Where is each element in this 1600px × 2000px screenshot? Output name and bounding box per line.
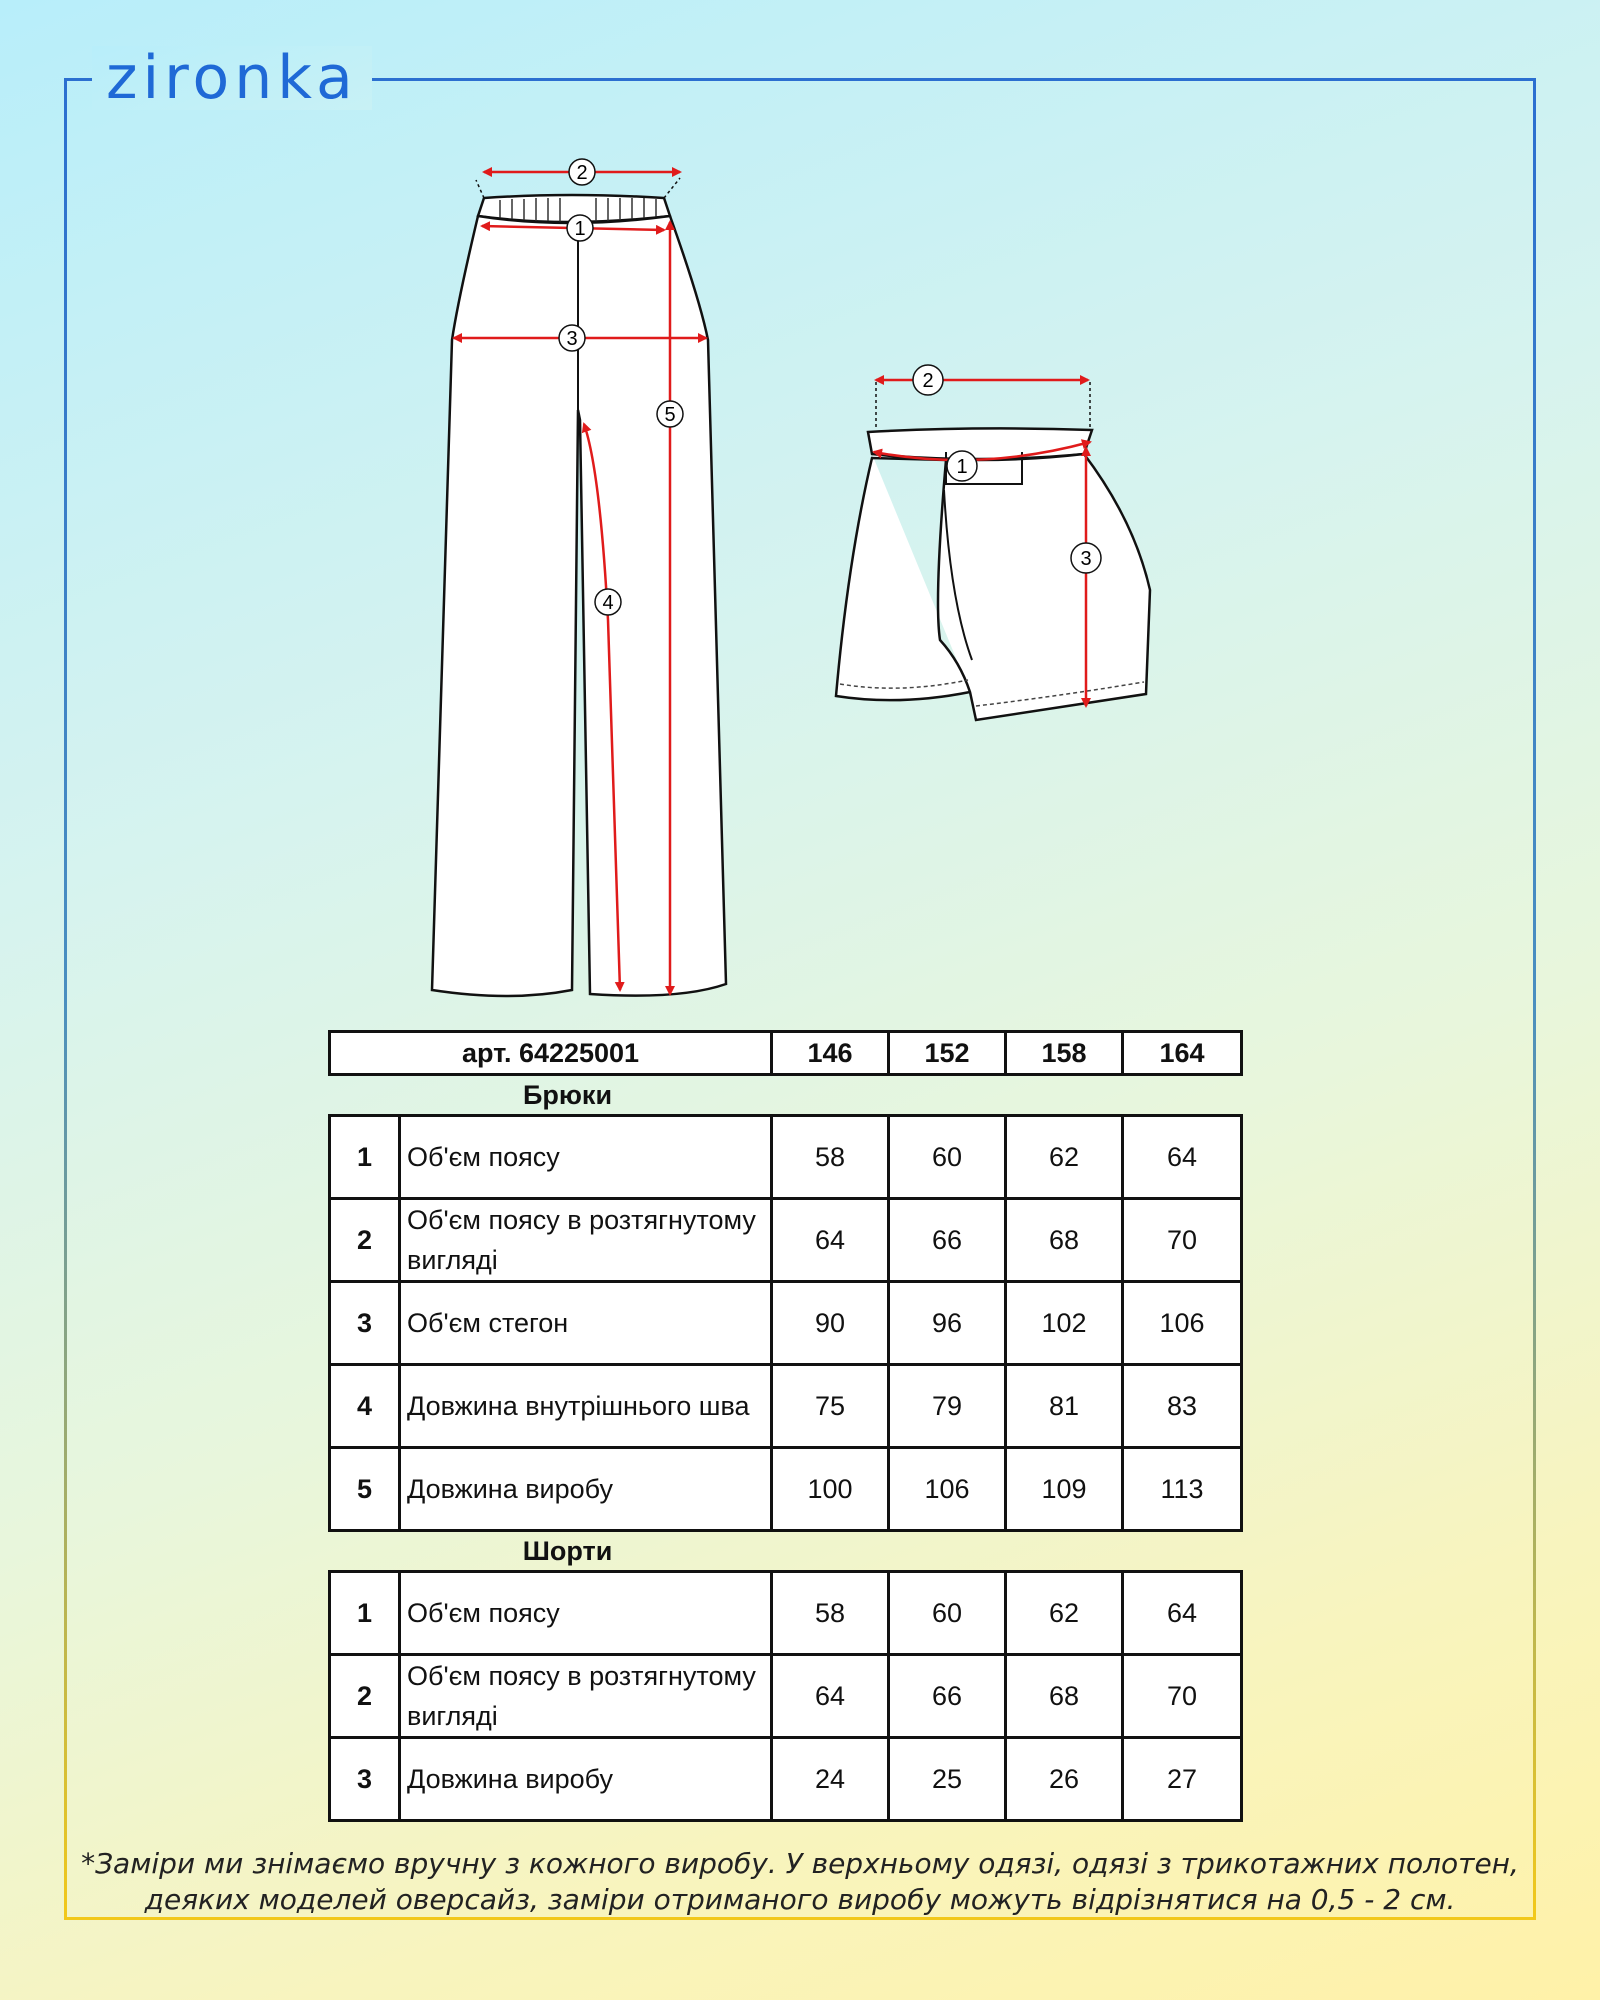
size-table	[328, 1030, 1243, 1822]
row-number: 3	[330, 1738, 400, 1821]
footnote-line-1: *Заміри ми знімаємо вручну з кожного виробу. У верхньому одязі, одязі з трикотажних полотен,	[81, 1847, 1519, 1880]
footnote	[80, 1846, 1520, 1918]
table-row	[330, 1448, 1242, 1531]
row-label: Об'єм поясу	[400, 1116, 772, 1199]
table-cell: 102	[1006, 1282, 1123, 1365]
row-label: Об'єм поясу в розтягнутому вигляді	[400, 1655, 772, 1738]
section-title-row	[330, 1531, 1242, 1572]
table-cell: 113	[1123, 1448, 1242, 1531]
table-cell: 58	[772, 1116, 889, 1199]
shorts-marker-3	[1071, 543, 1101, 573]
row-label: Довжина виробу	[400, 1448, 772, 1531]
table-cell: 27	[1123, 1738, 1242, 1821]
pants-marker-2	[569, 159, 595, 185]
table-cell: 60	[889, 1572, 1006, 1655]
table-cell: 62	[1006, 1116, 1123, 1199]
table-cell: 100	[772, 1448, 889, 1531]
table-cell: 60	[889, 1116, 1006, 1199]
table-cell: 66	[889, 1199, 1006, 1282]
footnote-line-2: деяких моделей оверсайз, заміри отриманого виробу можуть відрізнятися на 0,5 - 2 см.	[144, 1883, 1456, 1916]
table-row	[330, 1738, 1242, 1821]
svg-text:2: 2	[576, 162, 588, 184]
table-cell: 64	[1123, 1116, 1242, 1199]
pants-sketch	[432, 178, 726, 996]
table-row	[330, 1365, 1242, 1448]
svg-text:3: 3	[566, 328, 578, 350]
size-header: 146	[772, 1032, 889, 1075]
brand-logo: zironka	[92, 46, 372, 110]
svg-text:4: 4	[602, 592, 614, 614]
table-cell: 70	[1123, 1655, 1242, 1738]
row-number: 2	[330, 1199, 400, 1282]
table-cell: 25	[889, 1738, 1006, 1821]
pants-marker-3	[559, 325, 585, 351]
row-number: 1	[330, 1116, 400, 1199]
size-header: 158	[1006, 1032, 1123, 1075]
table-row	[330, 1199, 1242, 1282]
svg-text:1: 1	[574, 218, 586, 240]
table-cell: 70	[1123, 1199, 1242, 1282]
section-title-shorts: Шорти	[522, 1535, 613, 1566]
row-number: 1	[330, 1572, 400, 1655]
section-title-pants: Брюки	[522, 1079, 613, 1110]
table-cell: 106	[889, 1448, 1006, 1531]
table-cell: 81	[1006, 1365, 1123, 1448]
table-cell: 106	[1123, 1282, 1242, 1365]
table-cell: 64	[772, 1655, 889, 1738]
table-cell: 62	[1006, 1572, 1123, 1655]
table-cell: 68	[1006, 1655, 1123, 1738]
row-label: Об'єм поясу	[400, 1572, 772, 1655]
table-row	[330, 1282, 1242, 1365]
row-label: Об'єм стегон	[400, 1282, 772, 1365]
table-cell: 66	[889, 1655, 1006, 1738]
svg-text:2: 2	[922, 370, 934, 392]
size-header: 152	[889, 1032, 1006, 1075]
row-number: 3	[330, 1282, 400, 1365]
section-title-row	[330, 1075, 1242, 1116]
table-cell: 83	[1123, 1365, 1242, 1448]
table-cell: 90	[772, 1282, 889, 1365]
pants-marker-4	[595, 589, 621, 615]
row-label: Об'єм поясу в розтягнутому вигляді	[400, 1199, 772, 1282]
svg-text:3: 3	[1080, 548, 1092, 570]
table-cell: 68	[1006, 1199, 1123, 1282]
row-number: 5	[330, 1448, 400, 1531]
table-cell: 64	[1123, 1572, 1242, 1655]
table-cell: 24	[772, 1738, 889, 1821]
svg-text:5: 5	[664, 404, 676, 426]
pants-marker-5	[657, 401, 683, 427]
table-cell: 64	[772, 1199, 889, 1282]
row-label: Довжина виробу	[400, 1738, 772, 1821]
row-label: Довжина внутрішнього шва	[400, 1365, 772, 1448]
table-row	[330, 1655, 1242, 1738]
pants-marker-1	[567, 215, 593, 241]
article-number: арт. 64225001	[330, 1032, 772, 1075]
table-cell: 75	[772, 1365, 889, 1448]
table-cell: 58	[772, 1572, 889, 1655]
svg-text:1: 1	[956, 456, 968, 478]
shorts-marker-2	[913, 365, 943, 395]
table-cell: 109	[1006, 1448, 1123, 1531]
size-header: 164	[1123, 1032, 1242, 1075]
row-number: 4	[330, 1365, 400, 1448]
table-cell: 79	[889, 1365, 1006, 1448]
table-cell: 96	[889, 1282, 1006, 1365]
row-number: 2	[330, 1655, 400, 1738]
table-row	[330, 1116, 1242, 1199]
table-header-row	[330, 1032, 1242, 1075]
table-cell: 26	[1006, 1738, 1123, 1821]
shorts-sketch	[836, 382, 1150, 720]
table-row	[330, 1572, 1242, 1655]
shorts-marker-1	[947, 451, 977, 481]
